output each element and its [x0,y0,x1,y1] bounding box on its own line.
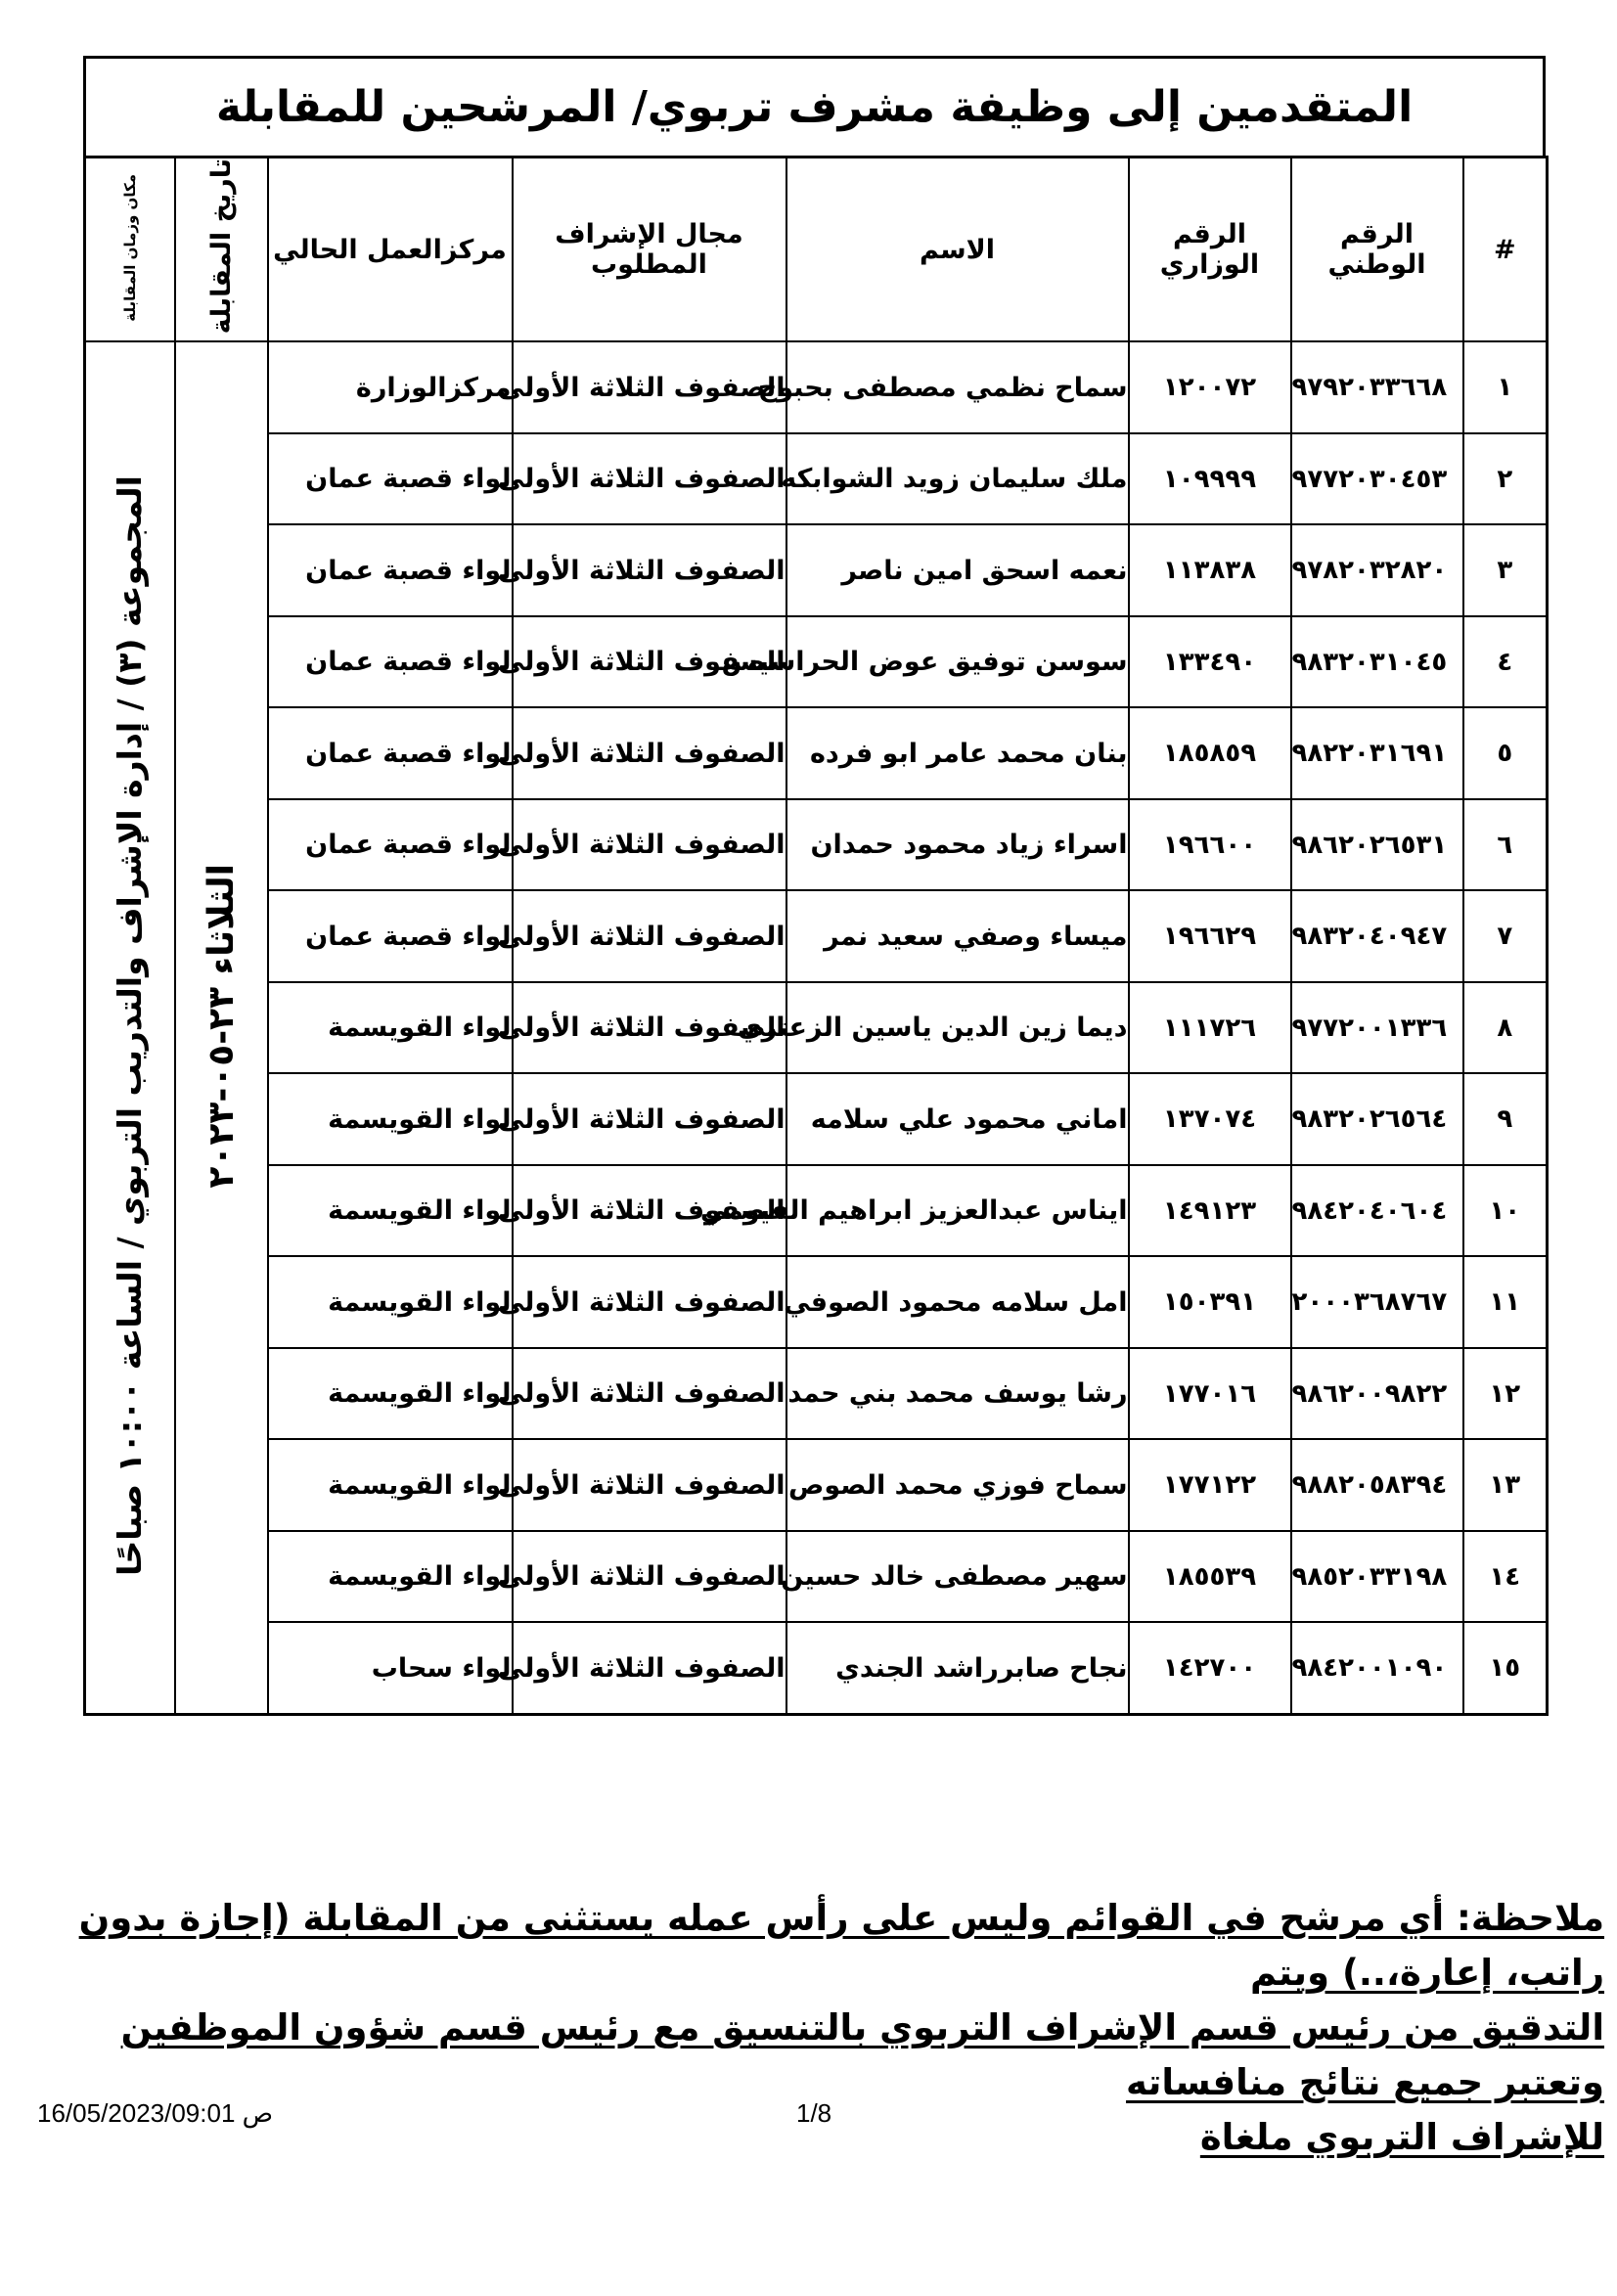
work-center: لواء القويسمة [268,1073,513,1165]
row-index: ١٥ [1463,1622,1548,1714]
work-center: لواء القويسمة [268,1256,513,1348]
candidate-name: اماني محمود علي سلامه [786,1073,1129,1165]
header-interview-place-time-text: مكان وزمان المقابلة [120,173,139,322]
supervision-field: الصفوف الثلاثة الأولى [513,1439,786,1531]
header-row [85,158,1548,342]
supervision-field: الصفوف الثلاثة الأولى [513,1256,786,1348]
table-row [85,1073,1548,1165]
table-row [85,524,1548,616]
header-field: مجال الإشراف المطلوب [513,158,786,342]
header-interview-date [175,158,268,342]
interview-date-cell [175,341,268,1714]
table-body [85,341,1548,1714]
candidate-name: رشا يوسف محمد بني حمد [786,1348,1129,1440]
candidate-name: سهير مصطفى خالد حسين [786,1531,1129,1623]
work-center: لواء قصبة عمان [268,616,513,708]
table-row [85,1531,1548,1623]
note-line-2: التدقيق من رئيس قسم الإشراف التربوي بالتنسيق مع رئيس قسم شؤون الموظفين وتعتبر جميع نتائج منافساته [120,2006,1604,2103]
candidate-name: سماح فوزي محمد الصوص [786,1439,1129,1531]
table-row [85,982,1548,1074]
supervision-field: الصفوف الثلاثة الأولى [513,1348,786,1440]
national-id: ٩٧٧٢٠٣٠٤٥٣ [1291,433,1463,525]
header-interview-date-text: تاريخ المقابلة [205,158,237,335]
table-row [85,707,1548,799]
work-center: لواء سحاب [268,1622,513,1714]
ministry-id: ١٧٧٠١٦ [1129,1348,1291,1440]
ministry-id: ١١٣٨٣٨ [1129,524,1291,616]
national-id: ٩٨٥٢٠٣٣١٩٨ [1291,1531,1463,1623]
header-ministry-id: الرقم الوزاري [1129,158,1291,342]
row-index: ٢ [1463,433,1548,525]
candidates-table [83,156,1549,1716]
candidate-name: نجاح صابرراشد الجندي [786,1622,1129,1714]
national-id: ٩٨٣٢٠٢٦٥٦٤ [1291,1073,1463,1165]
row-index: ١٢ [1463,1348,1548,1440]
work-center: لواء القويسمة [268,1531,513,1623]
supervision-field: الصفوف الثلاثة الأولى [513,341,786,433]
ministry-id: ١٣٧٠٧٤ [1129,1073,1291,1165]
ministry-id: ١٨٥٨٥٩ [1129,707,1291,799]
ministry-id: ١٧٧١٢٢ [1129,1439,1291,1531]
national-id: ٩٧٧٢٠٠١٣٣٦ [1291,982,1463,1074]
national-id: ٩٨٦٢٠٠٩٨٢٢ [1291,1348,1463,1440]
table-row [85,1622,1548,1714]
row-index: ١٣ [1463,1439,1548,1531]
national-id: ٩٧٩٢٠٣٣٦٦٨ [1291,341,1463,433]
row-index: ١ [1463,341,1548,433]
footer-page-number: 1/8 [796,2098,832,2128]
national-id: ٢٠٠٠٣٦٨٧٦٧ [1291,1256,1463,1348]
national-id: ٩٨٣٢٠٣١٠٤٥ [1291,616,1463,708]
work-center: لواء القويسمة [268,1439,513,1531]
ministry-id: ١٩٦٦٠٠ [1129,799,1291,891]
table-row [85,616,1548,708]
national-id: ٩٨٤٢٠٤٠٦٠٤ [1291,1165,1463,1257]
row-index: ١٠ [1463,1165,1548,1257]
row-index: ٤ [1463,616,1548,708]
table-row [85,341,1548,433]
note-line-1: ملاحظة: أي مرشح في القوائم وليس على رأس عمله يستثنى من المقابلة (إجازة بدون راتب، إعارة،..) ويتم [78,1897,1604,1994]
supervision-field: الصفوف الثلاثة الأولى [513,1073,786,1165]
header-name: الاسم [786,158,1129,342]
work-center: لواء قصبة عمان [268,524,513,616]
interview-place-time-cell [85,341,175,1714]
header-interview-place-time [85,158,175,342]
supervision-field: الصفوف الثلاثة الأولى [513,982,786,1074]
row-index: ٩ [1463,1073,1548,1165]
work-center: لواء القويسمة [268,1165,513,1257]
row-index: ٧ [1463,890,1548,982]
table-row [85,433,1548,525]
national-id: ٩٨٣٢٠٤٠٩٤٧ [1291,890,1463,982]
header-national-id: الرقم الوطني [1291,158,1463,342]
ministry-id: ١٤٢٧٠٠ [1129,1622,1291,1714]
supervision-field: الصفوف الثلاثة الأولى [513,799,786,891]
national-id: ٩٨٢٢٠٣١٦٩١ [1291,707,1463,799]
footer-datetime: 16/05/2023/09:01 ص [37,2098,274,2128]
work-center: لواء قصبة عمان [268,433,513,525]
national-id: ٩٧٨٢٠٣٢٨٢٠ [1291,524,1463,616]
candidate-name: اسراء زياد محمود حمدان [786,799,1129,891]
supervision-field: الصفوف الثلاثة الأولى [513,890,786,982]
table-row [85,799,1548,891]
supervision-field: الصفوف الثلاثة الأولى [513,524,786,616]
candidate-name: سوسن توفيق عوض الحراسيس [786,616,1129,708]
national-id: ٩٨٤٢٠٠١٠٩٠ [1291,1622,1463,1714]
document-sheet [83,56,1546,1716]
ministry-id: ١٤٩١٢٣ [1129,1165,1291,1257]
work-center: لواء القويسمة [268,1348,513,1440]
candidate-name: امل سلامه محمود الصوفي [786,1256,1129,1348]
row-index: ٨ [1463,982,1548,1074]
row-index: ٥ [1463,707,1548,799]
supervision-field: الصفوف الثلاثة الأولى [513,433,786,525]
candidate-name: ميساء وصفي سعيد نمر [786,890,1129,982]
supervision-field: الصفوف الثلاثة الأولى [513,1165,786,1257]
interview-place-time-text: المجموعة (٣) / إدارة الإشراف والتدريب التربوي / الساعة ١٠:٠٠ صباحًا [111,475,150,1577]
page-title: المتقدمين إلى وظيفة مشرف تربوي/ المرشحين للمقابلة [83,56,1546,156]
table-row [85,1439,1548,1531]
header-work-center: مركزالعمل الحالي [268,158,513,342]
supervision-field: الصفوف الثلاثة الأولى [513,1622,786,1714]
work-center: لواء قصبة عمان [268,707,513,799]
ministry-id: ١٠٩٩٩٩ [1129,433,1291,525]
ministry-id: ١٢٠٠٧٢ [1129,341,1291,433]
supervision-field: الصفوف الثلاثة الأولى [513,1531,786,1623]
work-center: مركزالوزارة [268,341,513,433]
ministry-id: ١٩٦٦٢٩ [1129,890,1291,982]
row-index: ٦ [1463,799,1548,891]
header-index: # [1463,158,1548,342]
candidate-name: نعمه اسحق امين ناصر [786,524,1129,616]
candidate-name: ملك سليمان زويد الشوابكه [786,433,1129,525]
supervision-field: الصفوف الثلاثة الأولى [513,707,786,799]
ministry-id: ١٨٥٥٣٩ [1129,1531,1291,1623]
national-id: ٩٨٦٢٠٢٦٥٣١ [1291,799,1463,891]
candidate-name: بنان محمد عامر ابو فرده [786,707,1129,799]
work-center: لواء قصبة عمان [268,799,513,891]
row-index: ١١ [1463,1256,1548,1348]
candidate-name: ايناس عبدالعزيز ابراهيم الفيومي [786,1165,1129,1257]
candidate-name: ديما زين الدين ياسين الزعتري [786,982,1129,1074]
table-row [85,1348,1548,1440]
table-row [85,1256,1548,1348]
work-center: لواء قصبة عمان [268,890,513,982]
table-row [85,1165,1548,1257]
note-line-3: للإشراف التربوي ملغاة [1199,2116,1604,2158]
ministry-id: ١١١٧٢٦ [1129,982,1291,1074]
row-index: ١٤ [1463,1531,1548,1623]
supervision-field: الصفوف الثلاثة الأولى [513,616,786,708]
ministry-id: ١٣٣٤٩٠ [1129,616,1291,708]
national-id: ٩٨٨٢٠٥٨٣٩٤ [1291,1439,1463,1531]
row-index: ٣ [1463,524,1548,616]
interview-date-text: الثلاثاء ٢٣-٠٥-٢٠٢٣ [201,863,242,1189]
work-center: لواء القويسمة [268,982,513,1074]
ministry-id: ١٥٠٣٩١ [1129,1256,1291,1348]
table-row [85,890,1548,982]
candidate-name: سماح نظمي مصطفى بحبوح [786,341,1129,433]
